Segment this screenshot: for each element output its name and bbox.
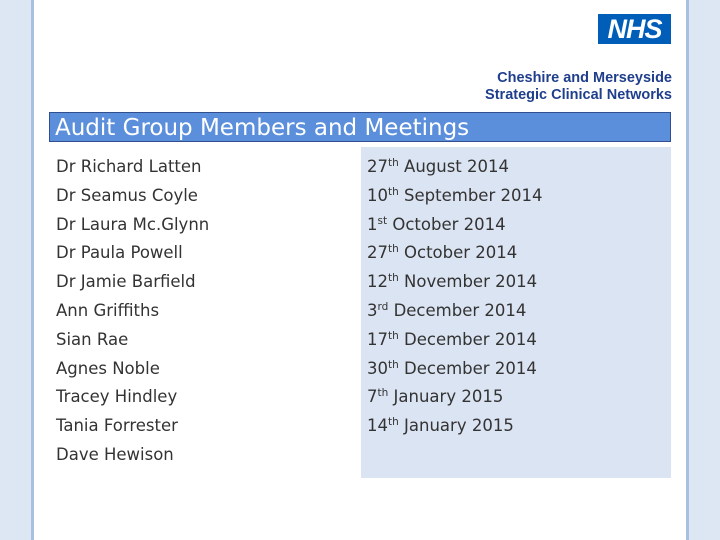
- meeting-date: [367, 383, 542, 412]
- meeting-day-suffix: th: [388, 185, 399, 198]
- meeting-month-year: November 2014: [404, 272, 538, 292]
- member-item: Ann Griffiths: [56, 300, 160, 320]
- meeting-date: [367, 268, 542, 297]
- meeting-date: [367, 355, 542, 384]
- org-name-line-2: Strategic Clinical Networks: [485, 87, 672, 103]
- meeting-month-year: October 2014: [404, 243, 518, 263]
- meeting-month-year: December 2014: [404, 358, 537, 378]
- member-item: Dave Hewison: [56, 444, 174, 464]
- left-edge-band: [0, 0, 34, 540]
- right-edge-band: [686, 0, 720, 540]
- meeting-day: 14: [367, 416, 388, 436]
- meeting-day: 1: [367, 214, 378, 234]
- meeting-day-suffix: th: [388, 416, 399, 429]
- meeting-day: 7: [367, 387, 378, 407]
- meeting-day: 10: [367, 185, 388, 205]
- meeting-date: [367, 297, 542, 326]
- meetings-panel: [361, 147, 671, 478]
- meeting-day-suffix: th: [388, 329, 399, 342]
- meeting-day: 27: [367, 243, 388, 263]
- slide-title: Audit Group Members and Meetings: [55, 115, 470, 141]
- meeting-month-year: December 2014: [393, 300, 527, 320]
- meeting-day-suffix: th: [388, 243, 399, 256]
- meeting-day-suffix: th: [388, 272, 399, 285]
- meeting-day-suffix: th: [388, 358, 399, 371]
- member-item: Sian Rae: [56, 329, 129, 349]
- meeting-date: [367, 182, 542, 211]
- members-list: [56, 153, 209, 470]
- meeting-month-year: January 2015: [404, 416, 514, 436]
- meeting-date: [367, 239, 542, 268]
- meeting-day: 12: [367, 272, 388, 292]
- meeting-day: 27: [367, 157, 388, 176]
- meeting-day-suffix: th: [377, 387, 389, 400]
- meeting-month-year: August 2014: [404, 157, 510, 176]
- meeting-date: [367, 211, 542, 240]
- organisation-name: [485, 70, 672, 104]
- meeting-month-year: October 2014: [392, 214, 506, 234]
- meeting-day-suffix: th: [388, 157, 399, 169]
- member-item: Dr Richard Latten: [56, 157, 202, 176]
- meeting-day: 30: [367, 358, 388, 378]
- meeting-day: 17: [367, 329, 388, 349]
- meeting-date: [367, 412, 542, 441]
- member-item: Tania Forrester: [56, 416, 178, 436]
- member-item: Tracey Hindley: [56, 387, 178, 407]
- meeting-day-suffix: rd: [377, 300, 389, 313]
- member-item: Dr Seamus Coyle: [56, 185, 198, 205]
- member-item: Dr Paula Powell: [56, 243, 183, 263]
- meeting-month-year: September 2014: [404, 185, 543, 205]
- meeting-date: [367, 326, 542, 355]
- meeting-month-year: December 2014: [404, 329, 537, 349]
- meeting-date: [367, 153, 542, 182]
- meetings-list: [367, 153, 542, 441]
- title-bar: [49, 112, 671, 142]
- member-item: Dr Jamie Barfield: [56, 272, 196, 292]
- member-item: Dr Laura Mc.Glynn: [56, 214, 210, 234]
- meeting-month-year: January 2015: [393, 387, 504, 407]
- meeting-day-suffix: st: [377, 214, 388, 227]
- org-name-line-1: Cheshire and Merseyside: [497, 70, 672, 86]
- member-item: Agnes Noble: [56, 358, 160, 378]
- meeting-day: 3: [367, 300, 378, 320]
- nhs-logo: NHS: [598, 14, 671, 44]
